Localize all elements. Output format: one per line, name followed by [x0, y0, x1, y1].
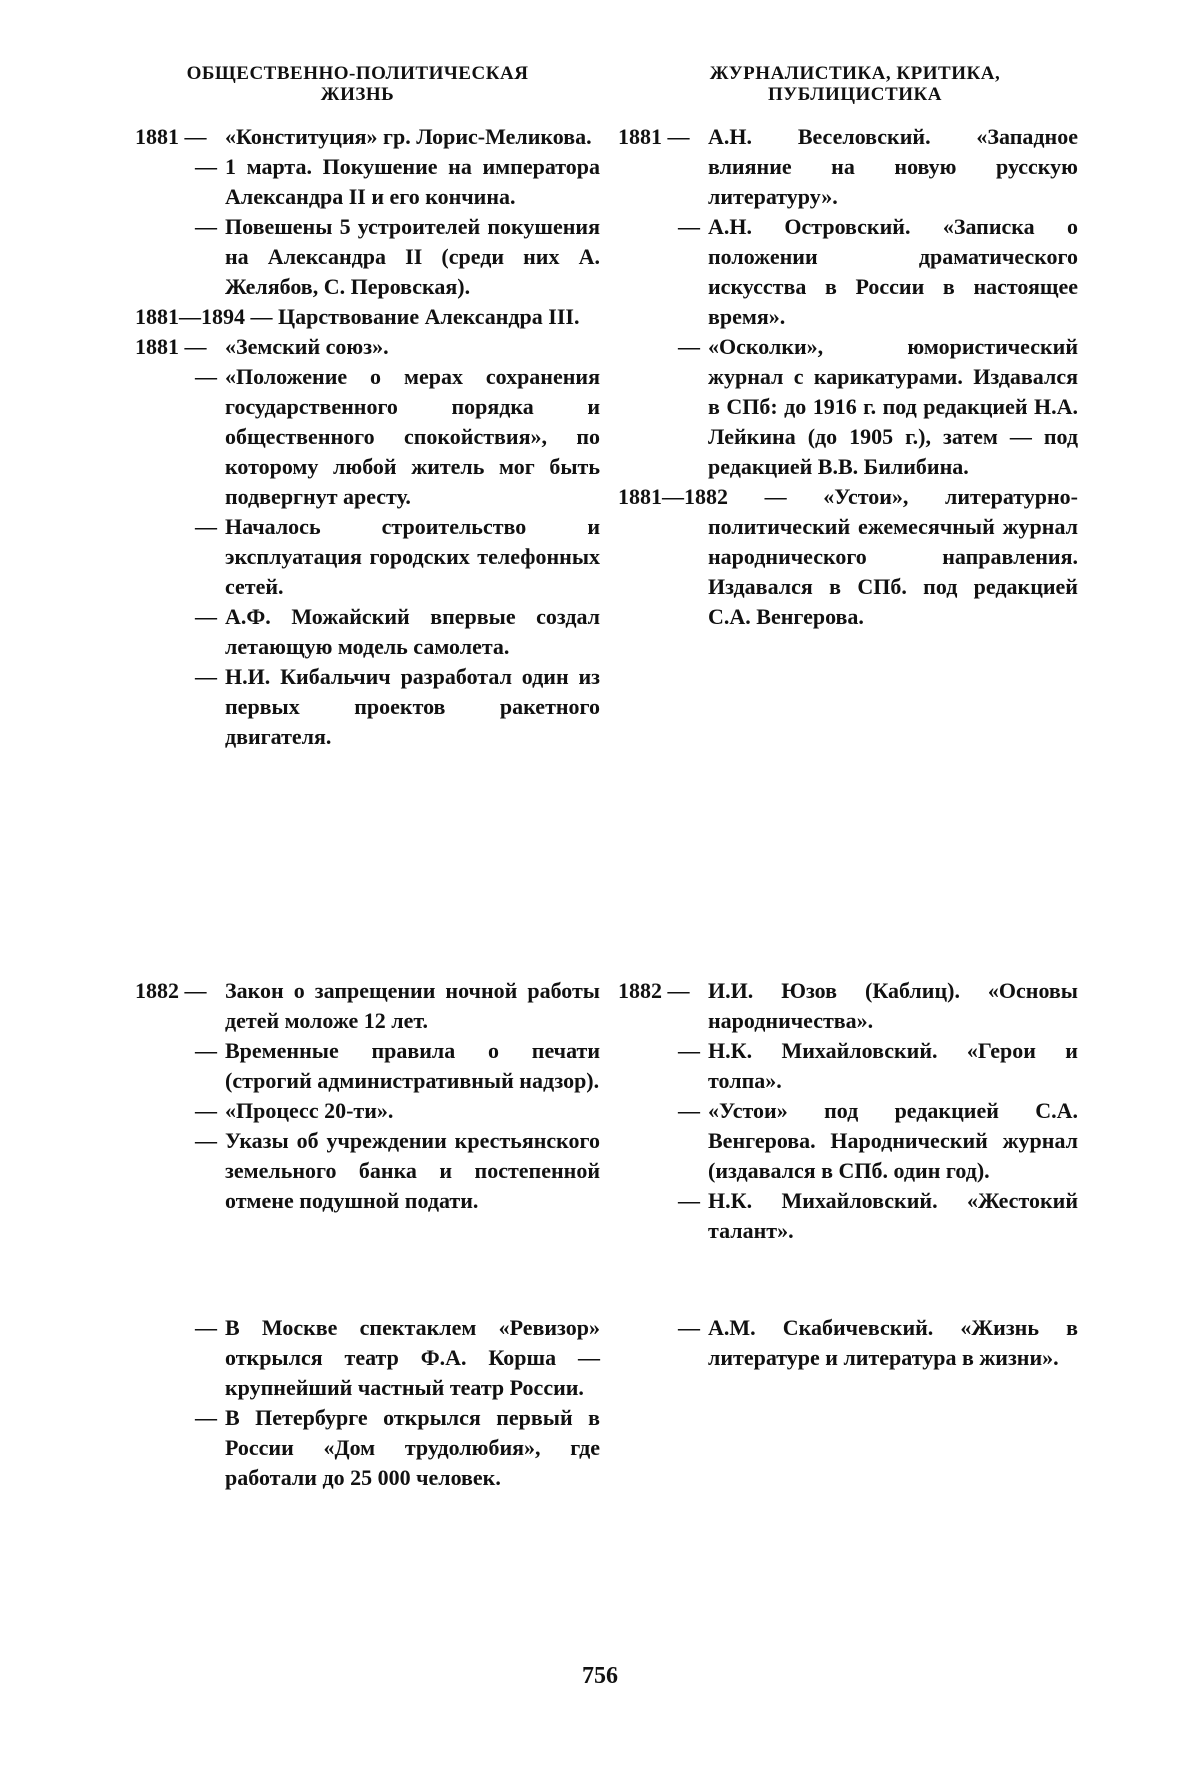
entry-text: А.М. Скабичевский. «Жизнь в литературе и литература в жизни».: [708, 1315, 1078, 1370]
entry-year: 1881—1894 —: [135, 304, 273, 329]
entry-text: Н.К. Михайловский. «Герои и толпа».: [708, 1038, 1078, 1093]
chronicle-entry: [135, 1126, 600, 1216]
chronicle-entry: [618, 122, 1078, 212]
entry-dash: —: [678, 1098, 700, 1123]
right-block-2: [618, 976, 1078, 1246]
chronicle-entry: [135, 1313, 600, 1403]
entry-dash: —: [195, 664, 217, 689]
right-block-3: [618, 1313, 1078, 1373]
entry-year: 1882 —: [135, 978, 207, 1003]
chronicle-entry: [135, 152, 600, 212]
left-block-3: [135, 1313, 600, 1493]
entry-year: 1882 —: [618, 978, 690, 1003]
left-block-1: [135, 122, 600, 752]
right-column-header: ЖУРНАЛИСТИКА, КРИТИКА, ПУБЛИЦИСТИКА: [709, 63, 1001, 105]
entry-text: «Земский союз».: [225, 334, 389, 359]
entry-text: Указы об учреждении крестьянского земельного банка и постепенной отмене подушной подати.: [225, 1128, 600, 1213]
chronicle-entry: [618, 1186, 1078, 1246]
chronicle-entry: [135, 1096, 600, 1126]
entry-text: Временные правила о печати (строгий административный надзор).: [225, 1038, 600, 1093]
chronicle-entry: [618, 212, 1078, 332]
entry-year: 1881 —: [618, 124, 690, 149]
entry-dash: —: [195, 514, 217, 539]
left-block-2: [135, 976, 600, 1216]
chronicle-entry: [618, 1036, 1078, 1096]
entry-text: В Петербурге открылся первый в России «Дом трудолюбия», где работали до 25 000 человек.: [225, 1405, 600, 1490]
chronicle-entry: [135, 212, 600, 302]
entry-text: «Устои» под редакцией С.А. Венгерова. Народнический журнал (издавался в СПб. один год).: [708, 1098, 1078, 1183]
entry-year: 1881 —: [135, 334, 207, 359]
chronicle-entry: [135, 122, 600, 152]
entry-dash: —: [195, 1315, 217, 1340]
entry-dash: —: [195, 364, 217, 389]
entry-text: В Москве спектаклем «Ревизор» открылся театр Ф.А. Корша — крупнейший частный театр России.: [225, 1315, 600, 1400]
chronicle-entry: [135, 602, 600, 662]
entry-year: 1881 —: [135, 124, 207, 149]
chronicle-entry: [618, 976, 1078, 1036]
chronicle-entry: [135, 976, 600, 1036]
entry-dash: —: [678, 334, 700, 359]
entry-dash: —: [195, 1098, 217, 1123]
entry-year: 1881—1882 —: [618, 484, 787, 509]
entry-dash: —: [678, 1315, 700, 1340]
entry-text: Царствование Александра III.: [278, 304, 580, 329]
entry-dash: —: [195, 1038, 217, 1063]
chronicle-entry: [618, 1096, 1078, 1186]
chronicle-entry: [618, 482, 1078, 632]
entry-dash: —: [678, 1038, 700, 1063]
chronicle-entry: [135, 302, 600, 332]
entry-text: А.Н. Веселовский. «Западное влияние на новую русскую литературу».: [708, 124, 1078, 209]
entry-text: Повешены 5 устроителей покушения на Александра II (среди них А. Желябов, С. Перовская).: [225, 214, 600, 299]
entry-text: Закон о запрещении ночной работы детей моложе 12 лет.: [225, 978, 600, 1033]
entry-text: 1 марта. Покушение на императора Александра II и его кончина.: [225, 154, 600, 209]
left-column-header: ОБЩЕСТВЕННО-ПОЛИТИЧЕСКАЯ ЖИЗНЬ: [186, 63, 529, 105]
chronicle-entry: [135, 362, 600, 512]
entry-text: Началось строительство и эксплуатация городских телефонных сетей.: [225, 514, 600, 599]
entry-dash: —: [195, 154, 217, 179]
entry-text: «Процесс 20-ти».: [225, 1098, 394, 1123]
chronicle-entry: [135, 332, 600, 362]
chronicle-entry: [618, 332, 1078, 482]
entry-text: «Конституция» гр. Лорис-Меликова.: [225, 124, 592, 149]
entry-text: «Устои», литературно-политический ежемесячный журнал народнического направления. Издавался в СПб. под редакцией С.А. Венгерова.: [708, 484, 1079, 629]
entry-text: А.Н. Островский. «Записка о положении драматического искусства в России в настоящее время».: [708, 214, 1078, 329]
chronicle-entry: [135, 1036, 600, 1096]
entry-text: Н.И. Кибальчич разработал один из первых проектов ракетного двигателя.: [225, 664, 600, 749]
entry-text: Н.К. Михайловский. «Жестокий талант».: [708, 1188, 1078, 1243]
entry-text: «Положение о мерах сохранения государственного порядка и общественного спокойствия», по которому любой житель мог быть подвергнут аресту.: [225, 364, 600, 509]
chronicle-entry: [135, 512, 600, 602]
chronicle-entry: [135, 1403, 600, 1493]
entry-dash: —: [678, 214, 700, 239]
entry-dash: —: [195, 604, 217, 629]
entry-dash: —: [195, 1128, 217, 1153]
chronicle-entry: [135, 662, 600, 752]
entry-dash: —: [678, 1188, 700, 1213]
entry-text: «Осколки», юмористический журнал с карикатурами. Издавался в СПб: до 1916 г. под редакцией Н.А. Лейкина (до 1905 г.), затем — под редакцией В.В. Билибина.: [708, 334, 1078, 479]
entry-dash: —: [195, 214, 217, 239]
page-number: 756: [582, 1663, 618, 1689]
chronicle-entry: [618, 1313, 1078, 1373]
entry-text: И.И. Юзов (Каблиц). «Основы народничества».: [708, 978, 1078, 1033]
entry-dash: —: [195, 1405, 217, 1430]
entry-text: А.Ф. Можайский впервые создал летающую модель самолета.: [225, 604, 600, 659]
right-block-1: [618, 122, 1078, 632]
